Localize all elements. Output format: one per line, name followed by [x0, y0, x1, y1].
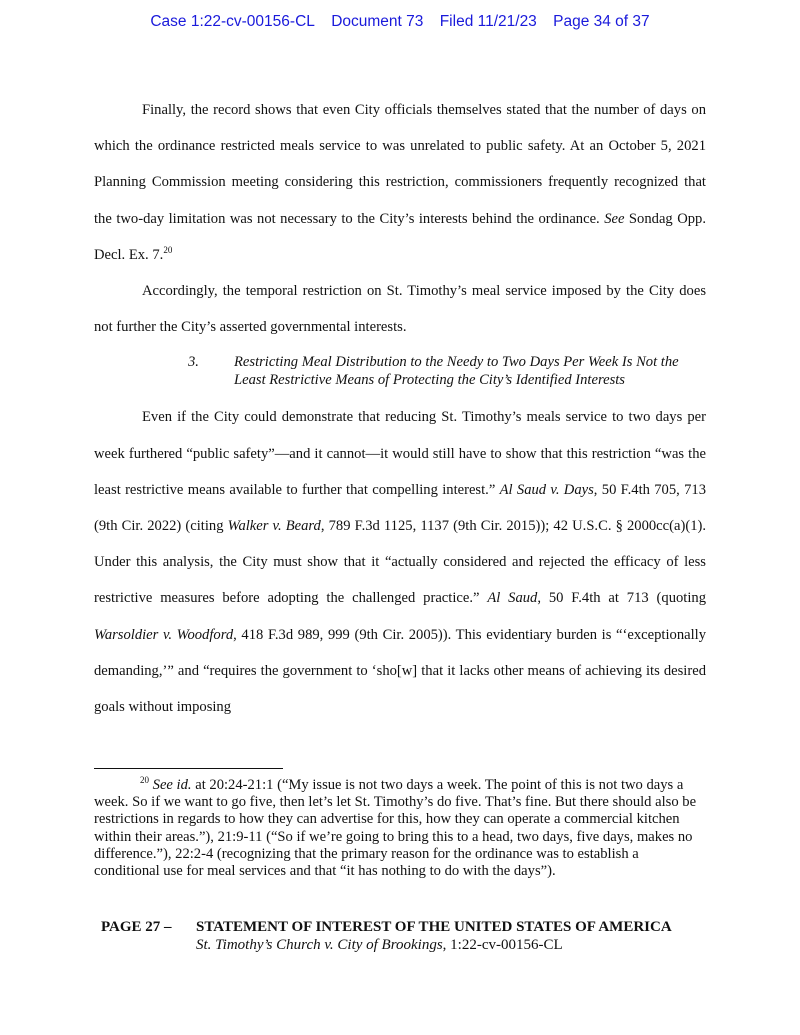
paragraph-accordingly: Accordingly, the temporal restriction on St. Timothy’s meal service imposed by the City does not further the City’s asserted governmental interests. [94, 283, 706, 336]
filed-date: Filed 11/21/23 [439, 13, 537, 30]
brief-body [94, 92, 706, 725]
case-citation: Walker v. Beard [227, 518, 321, 535]
page-count: Page 34 of 37 [553, 13, 650, 30]
footer-page-label: PAGE 27 – [101, 919, 172, 935]
heading-text: Restricting Meal Distribution to the Needy to Two Days Per Week Is Not the Least Restrictive Means of Protecting the City’s Identified Interests [234, 354, 679, 388]
footnote-number: 20 [140, 775, 149, 785]
ecf-header [0, 13, 800, 31]
footer-case-name: St. Timothy’s Church v. City of Brookings [196, 937, 443, 953]
signal-see: See [604, 210, 625, 227]
case-citation: Al Saud v. Days [499, 481, 594, 498]
section-heading-3 [94, 345, 706, 399]
footnote-ref-20: 20 [163, 244, 173, 255]
footnote-20 [94, 777, 706, 880]
heading-number: 3. [188, 354, 199, 371]
case-citation: Al Saud [487, 590, 538, 607]
case-citation: Warsoldier v. Woodford [94, 626, 234, 643]
document-number: Document 73 [331, 13, 424, 30]
footer-case-number: , 1:22-cv-00156-CL [442, 937, 563, 953]
footer-title: STATEMENT OF INTEREST OF THE UNITED STATES OF AMERICA [196, 919, 672, 935]
page-footer [101, 918, 721, 954]
footnote-divider [94, 768, 283, 769]
paragraph-officials: Finally, the record shows that even City officials themselves stated that the number of days on which the ordinance restricted meals service to was unrelated to public safety. At an October 5, 2021 Planning Commission meeting considering this restriction, commissioners frequently recognized that the two-day limitation was not necessary to the City’s interests behind the ordinance. See Sondag Opp. Decl. Ex. 7.20 [94, 102, 706, 263]
paragraph-least-restrictive: Even if the City could demonstrate that reducing St. Timothy’s meals service to two days per week furthered “public safety”—and it cannot—it would still have to show that this restriction “was the least restrictive means available to further that compelling interest.” Al Saud v. Days, 50 F.4th 705, 713 (9th Cir. 2022) (citing Walker v. Beard, 789 F.3d 1125, 1137 (9th Cir. 2015)); 42 U.S.C. § 2000cc(a)(1). Under this analysis, the City must show that it “actually considered and rejected the efficacy of less restrictive measures before adopting the challenged practice.” Al Saud, 50 F.4th at 713 (quoting Warsoldier v. Woodford, 418 F.3d 989, 999 (9th Cir. 2005)). This evidentiary burden is “‘exceptionally demanding,’” and “requires the government to ‘sho[w] that it lacks other means of achieving its desired goals without imposing [94, 409, 707, 716]
signal-see-id: See id. [152, 777, 192, 793]
footnote-text: at 20:24-21:1 (“My issue is not two days a week. The point of this is not two days a week. So if we want to go five, then let’s let St. Timothy’s do five. That’s fine. But there should also be restrictions in regards to how they can advertise for this, how they can operate a commercial kitchen within their areas.”), 21:9-11 (“So if we’re going to bring this to a head, two days, five days, makes no difference.”), 22:2-4 (recognizing that the primary reason for the ordinance was to establish a conditional use for meal services and that “it has nothing to do with the days”). [94, 777, 697, 880]
case-number: Case 1:22-cv-00156-CL [150, 13, 315, 30]
